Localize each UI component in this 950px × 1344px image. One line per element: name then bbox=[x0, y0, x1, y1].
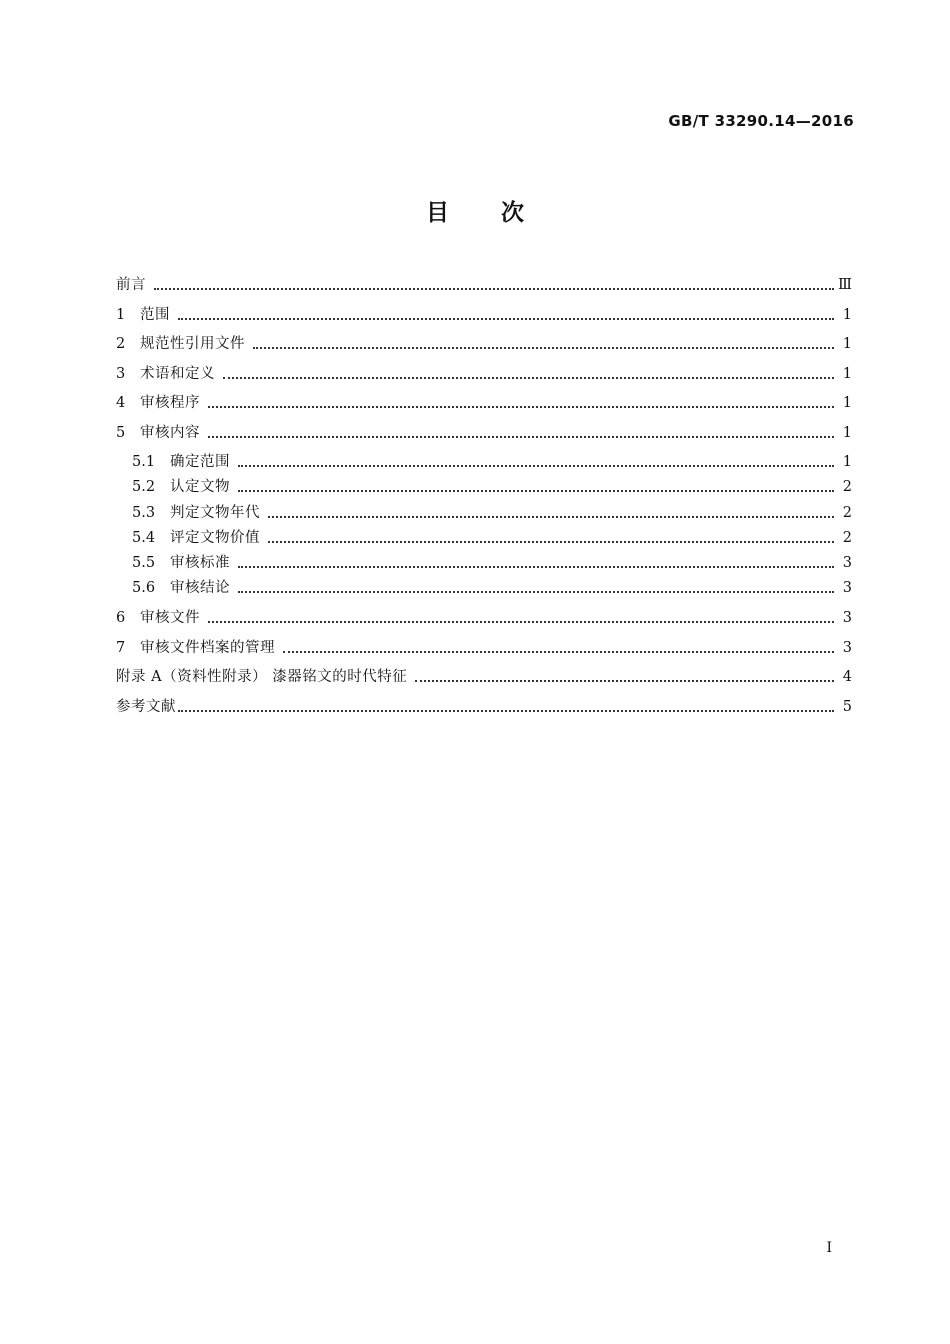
dot-leader bbox=[178, 316, 834, 320]
dot-leader bbox=[268, 539, 834, 543]
toc-entry-page: 2 bbox=[842, 479, 852, 495]
toc-entry-5-6[interactable] bbox=[132, 571, 852, 597]
toc-entry-number: 5 bbox=[116, 425, 126, 441]
toc-entry-page: 1 bbox=[842, 366, 852, 382]
toc-entry-appendix-a[interactable] bbox=[116, 660, 852, 686]
toc-entry-number: 5.6 bbox=[132, 580, 156, 596]
toc-entry-references[interactable] bbox=[116, 690, 852, 716]
dot-leader bbox=[208, 619, 834, 623]
toc-entry-page: 3 bbox=[842, 610, 852, 626]
toc-entry-number: 5.1 bbox=[132, 454, 156, 470]
toc-entry-number: 2 bbox=[116, 336, 126, 352]
toc-entry-label: 审核结论 bbox=[170, 580, 230, 596]
dot-leader bbox=[238, 463, 834, 467]
dot-leader bbox=[238, 564, 834, 568]
toc-entry-label: 审核文件档案的管理 bbox=[140, 640, 275, 656]
toc-entry-number: 7 bbox=[116, 640, 126, 656]
toc-entry-label: 审核文件 bbox=[140, 610, 200, 626]
toc-entry-number: 6 bbox=[116, 610, 126, 626]
toc-title: 目次 bbox=[426, 200, 576, 226]
toc-entry-page: 1 bbox=[842, 425, 852, 441]
toc-entry-label: 范围 bbox=[140, 307, 170, 323]
toc-entry-page: 4 bbox=[842, 669, 852, 685]
toc-entry-label: 审核内容 bbox=[140, 425, 200, 441]
toc-entry-label: 判定文物年代 bbox=[170, 505, 260, 521]
dot-leader bbox=[178, 708, 834, 712]
toc-entry-label: 审核标准 bbox=[170, 555, 230, 571]
toc-entry-label: 前言 bbox=[116, 277, 146, 293]
toc-entry-number: 3 bbox=[116, 366, 126, 382]
toc-entry-label: 术语和定义 bbox=[140, 366, 215, 382]
dot-leader bbox=[208, 434, 834, 438]
toc-entry-page: 1 bbox=[842, 307, 852, 323]
toc-entry-foreword[interactable] bbox=[116, 268, 852, 294]
toc-entry-5-1[interactable] bbox=[132, 445, 852, 471]
toc-entry-6[interactable] bbox=[116, 601, 852, 627]
dot-leader bbox=[238, 488, 834, 492]
toc-entry-5-2[interactable] bbox=[132, 470, 852, 496]
dot-leader bbox=[238, 589, 834, 593]
toc-entry-label: 评定文物价值 bbox=[170, 530, 260, 546]
toc-entry-number: 4 bbox=[116, 395, 126, 411]
toc-entry-number: 5.5 bbox=[132, 555, 156, 571]
toc-entry-number: 5.4 bbox=[132, 530, 156, 546]
toc-entry-label: 审核程序 bbox=[140, 395, 200, 411]
toc-entry-number: 1 bbox=[116, 307, 126, 323]
toc-entry-label: 附录 A（资料性附录） 漆器铭文的时代特征 bbox=[116, 669, 408, 685]
toc-entry-page: 3 bbox=[842, 580, 852, 596]
dot-leader bbox=[208, 404, 834, 408]
toc-entry-page: 5 bbox=[842, 699, 852, 715]
page-number: I bbox=[826, 1240, 832, 1256]
toc-entry-page: 1 bbox=[842, 395, 852, 411]
toc-entry-label: 规范性引用文件 bbox=[140, 336, 245, 352]
dot-leader bbox=[415, 678, 834, 682]
toc-entry-page: 3 bbox=[842, 555, 852, 571]
toc-entry-5-3[interactable] bbox=[132, 496, 852, 522]
toc-entry-page: 1 bbox=[842, 336, 852, 352]
toc-entry-1[interactable] bbox=[116, 298, 852, 324]
toc-entry-page: 2 bbox=[842, 505, 852, 521]
dot-leader bbox=[283, 649, 834, 653]
toc-entry-page: Ⅲ bbox=[838, 277, 852, 293]
toc-entry-label: 确定范围 bbox=[170, 454, 230, 470]
toc-entry-page: 3 bbox=[842, 640, 852, 656]
toc-entry-number: 5.2 bbox=[132, 479, 156, 495]
toc-entry-3[interactable] bbox=[116, 357, 852, 383]
toc-entry-7[interactable] bbox=[116, 631, 852, 657]
toc-entry-label: 认定文物 bbox=[170, 479, 230, 495]
toc-entry-5-5[interactable] bbox=[132, 546, 852, 572]
dot-leader bbox=[154, 286, 834, 290]
toc-entry-5-4[interactable] bbox=[132, 521, 852, 547]
toc-entry-4[interactable] bbox=[116, 386, 852, 412]
dot-leader bbox=[253, 345, 834, 349]
toc-entry-page: 1 bbox=[842, 454, 852, 470]
toc-entry-page: 2 bbox=[842, 530, 852, 546]
toc-entry-label: 参考文献 bbox=[116, 699, 176, 715]
standard-code: GB/T 33290.14—2016 bbox=[668, 112, 854, 130]
toc-entry-5[interactable] bbox=[116, 416, 852, 442]
toc-entry-2[interactable] bbox=[116, 327, 852, 353]
dot-leader bbox=[268, 514, 834, 518]
toc-entry-number: 5.3 bbox=[132, 505, 156, 521]
dot-leader bbox=[223, 375, 834, 379]
